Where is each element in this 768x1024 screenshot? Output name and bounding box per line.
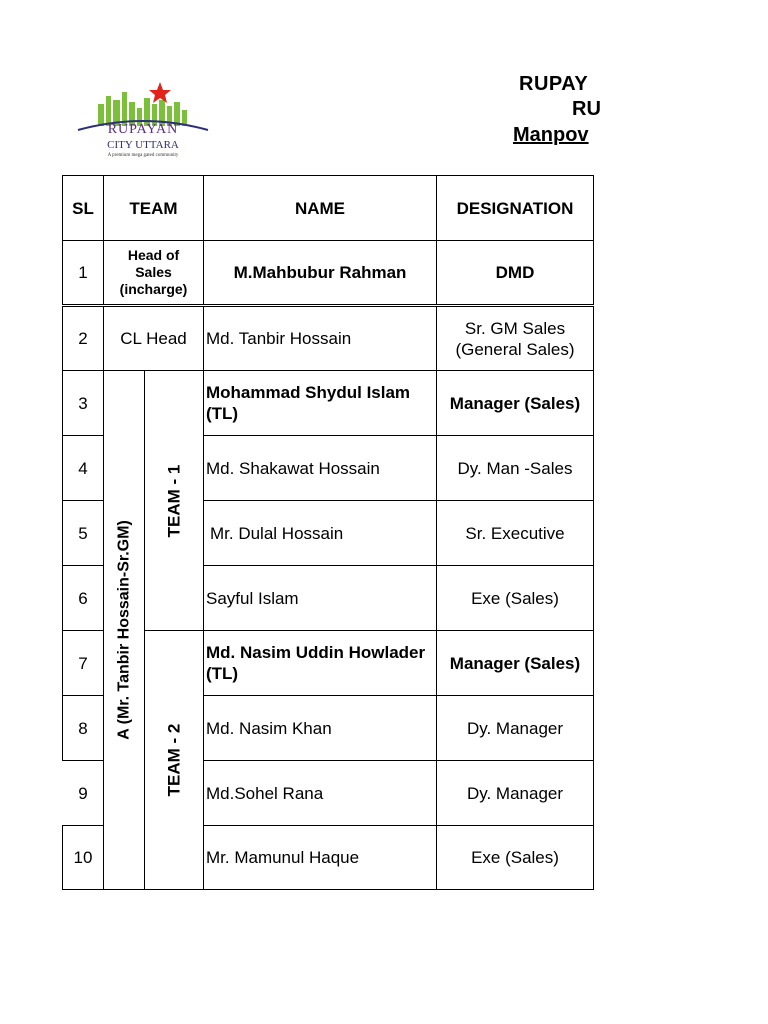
row-5-sl: 5 — [62, 500, 104, 566]
row-10-sl: 10 — [62, 825, 104, 890]
team-1-cell — [144, 370, 204, 631]
row-1-designation: DMD — [436, 240, 594, 305]
row-8-designation: Dy. Manager — [436, 695, 594, 761]
row-2-designation: Sr. GM Sales (General Sales) — [436, 306, 594, 371]
row-10-name: Mr. Mamunul Haque — [203, 825, 437, 890]
row-5-name: Mr. Dulal Hossain — [203, 500, 437, 566]
row-6-sl: 6 — [62, 565, 104, 631]
team-2-cell — [144, 630, 204, 890]
row-4-sl: 4 — [62, 435, 104, 501]
row-1-team: Head of Sales (incharge) — [103, 240, 204, 305]
row-2-team: CL Head — [103, 306, 204, 371]
group-a-label: A (Mr. Tanbir Hossain-Sr.GM) — [115, 520, 133, 740]
row-9-designation: Dy. Manager — [436, 760, 594, 826]
team-2-label: TEAM - 2 — [164, 723, 184, 797]
row-7-name: Md. Nasim Uddin Howlader (TL) — [203, 630, 437, 696]
row-4-name: Md. Shakawat Hossain — [203, 435, 437, 501]
row-10-designation: Exe (Sales) — [436, 825, 594, 890]
row-6-name: Sayful Islam — [203, 565, 437, 631]
header-sl: SL — [62, 175, 104, 241]
row-5-designation: Sr. Executive — [436, 500, 594, 566]
title-line-2: RU — [572, 98, 601, 120]
title-line-3: Manpov — [513, 124, 589, 146]
logo-brand: RUPAYAN — [107, 122, 179, 137]
header-team: TEAM — [103, 175, 204, 241]
team-1-label: TEAM - 1 — [164, 464, 184, 537]
row-1-sl: 1 — [62, 240, 104, 305]
row-7-sl: 7 — [62, 630, 104, 696]
header-name: NAME — [203, 175, 437, 241]
row-3-sl: 3 — [62, 370, 104, 436]
row-9-name: Md.Sohel Rana — [203, 760, 437, 826]
row-6-designation: Exe (Sales) — [436, 565, 594, 631]
title-line-1: RUPAY — [519, 73, 589, 95]
row-2-name: Md. Tanbir Hossain — [203, 306, 437, 371]
header-designation: DESIGNATION — [436, 175, 594, 241]
row-3-name: Mohammad Shydul Islam (TL) — [203, 370, 437, 436]
logo-tagline: A premium mega gated community — [107, 153, 179, 158]
row-2-sl: 2 — [62, 306, 104, 371]
group-a-cell — [103, 370, 145, 890]
row-3-designation: Manager (Sales) — [436, 370, 594, 436]
row-4-designation: Dy. Man -Sales — [436, 435, 594, 501]
row-8-sl: 8 — [62, 695, 104, 761]
row-7-designation: Manager (Sales) — [436, 630, 594, 696]
row-1-name: M.Mahbubur Rahman — [203, 240, 437, 305]
row-8-name: Md. Nasim Khan — [203, 695, 437, 761]
row-9-sl: 9 — [78, 783, 88, 803]
logo-sub: CITY UTTARA — [107, 139, 179, 151]
